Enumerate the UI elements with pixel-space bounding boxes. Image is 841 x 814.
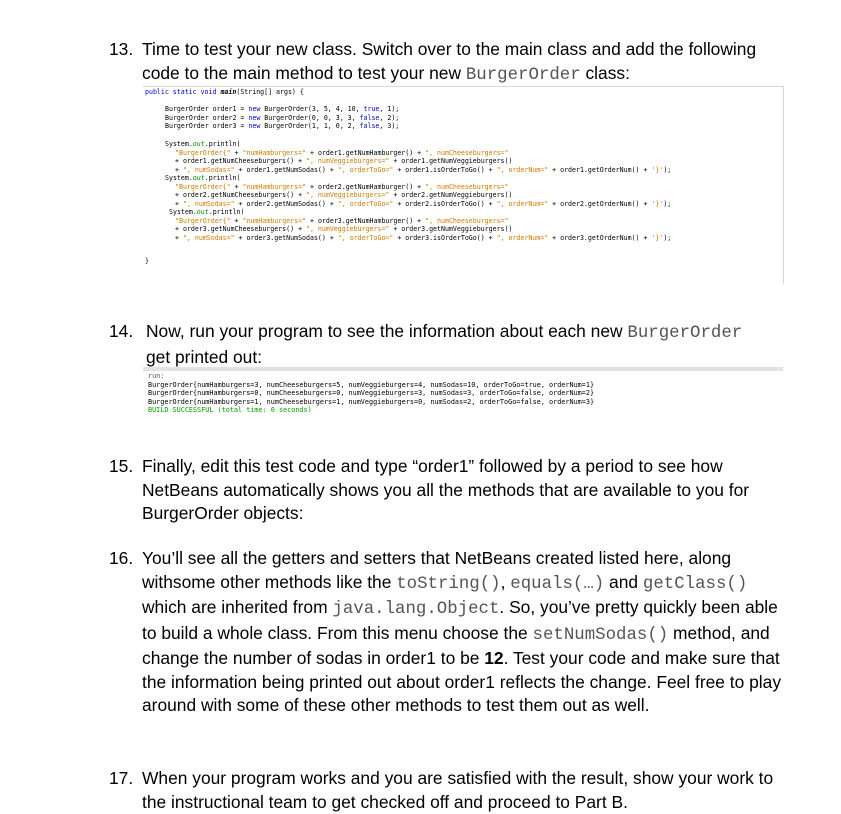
soda-value: 12 bbox=[484, 648, 504, 668]
method-name: toString() bbox=[396, 574, 501, 594]
class-name: BurgerOrder bbox=[627, 324, 743, 343]
output-line: BurgerOrder{numHamburgers=3, numCheeseburgers=5, numVeggieburgers=4, numSodas=10, orderToGo=true, orderNum=1} bbox=[148, 380, 595, 389]
program-output bbox=[143, 367, 783, 433]
step-number: 15. bbox=[109, 456, 134, 476]
method-name: getClass() bbox=[642, 574, 748, 594]
step-text: Now, run your program to see the information about each new BurgerOrder get printed out: bbox=[146, 321, 743, 367]
code-screenshot: public static void main(String[] args) { BurgerOrder order1 = new BurgerOrder(3, 5, 4, 10, true, 1); BurgerOrder order2 = new BurgerOrder(0, 0, 3, 3, false, 2); BurgerOrder order3 = new BurgerOrder(1, 1, 0, 2, false, 3); System.out.println( "BurgerOrder{" + "numHamburgers=" + order1.getNumHamburger() + ", numCheeseburgers=" + order1.getNumCheeseburgers() + ", numVeggieburgers=" + order1.getNumVeggieburgers() + ", numSodas=" + order1.getNumSodas() + ", orderToGo=" + order1.isOrderToGo() + ", orderNum=" + order1.getOrderNum() + '}'); System.out.println( "BurgerOrder{" + "numHamburgers=" + order2.getNumHamburger() + ", numCheeseburgers=" + order2.getNumCheeseburgers() + ", numVeggieburgers=" + order2.getNumVeggieburgers() + ", numSodas=" + order2.getNumSodas() + ", orderToGo=" + order2.isOrderToGo() + ", orderNum=" + order2.getOrderNum() + '}'); System.out.println( "BurgerOrder{" + "numHamburgers=" + order3.getNumHamburger() + ", numCheeseburgers=" + order3.getNumCheeseburgers() + ", numVeggieburgers=" + order3.getNumVeggieburgers() + ", numSodas=" + order3.getNumSodas() + ", orderToGo=" + order3.isOrderToGo() + ", orderNum=" + order3.getOrderNum() + '}'); } bbox=[143, 86, 784, 284]
output-line: BurgerOrder{numHamburgers=0, numCheeseburgers=0, numVeggieburgers=3, numSodas=3, orderToGo=false, orderNum=2} bbox=[148, 389, 595, 397]
step-text: You’ll see all the getters and setters that NetBeans created listed here, along withsome other methods like the toString(), equals(…) and getClass() which are inherited from java.lang.Object. So, you’ve pretty quickly been able to build a whole class. From this menu choose the setNumSodas() method, and change the number of sodas in order1 to be 12. Test your code and make sure that the information being printed out about order1 reflects the change. Feel free to play around with some of these other methods to test them out as well. bbox=[142, 548, 782, 715]
method-name: equals(…) bbox=[510, 574, 605, 594]
class-name: BurgerOrder bbox=[465, 65, 581, 85]
method-name: setNumSodas() bbox=[532, 625, 669, 645]
step-text: Time to test your new class. Switch over to the main class and add the following code to the main method to test your new BurgerOrder class: bbox=[142, 39, 757, 85]
class-path: java.lang.Object bbox=[332, 600, 500, 619]
step-text: When your program works and you are satisfied with the result, show your work to the instructional team to get checked off and proceed to Part B. bbox=[142, 768, 774, 812]
step-number: 17. bbox=[109, 768, 134, 788]
step-number: 13. bbox=[109, 39, 134, 59]
build-status: BUILD SUCCESSFUL (total time: 0 seconds) bbox=[148, 406, 312, 414]
run-label: run: bbox=[148, 372, 165, 380]
output-line: BurgerOrder{numHamburgers=1, numCheeseburgers=1, numVeggieburgers=0, numSodas=2, orderToGo=false, orderNum=3} bbox=[148, 397, 595, 406]
step-number: 14. bbox=[109, 321, 134, 341]
step-number: 16. bbox=[109, 548, 134, 568]
step-text: Finally, edit this test code and type “order1” followed by a period to see how NetBeans automatically shows you all the methods that are available to you for BurgerOrder objects: bbox=[142, 456, 750, 523]
